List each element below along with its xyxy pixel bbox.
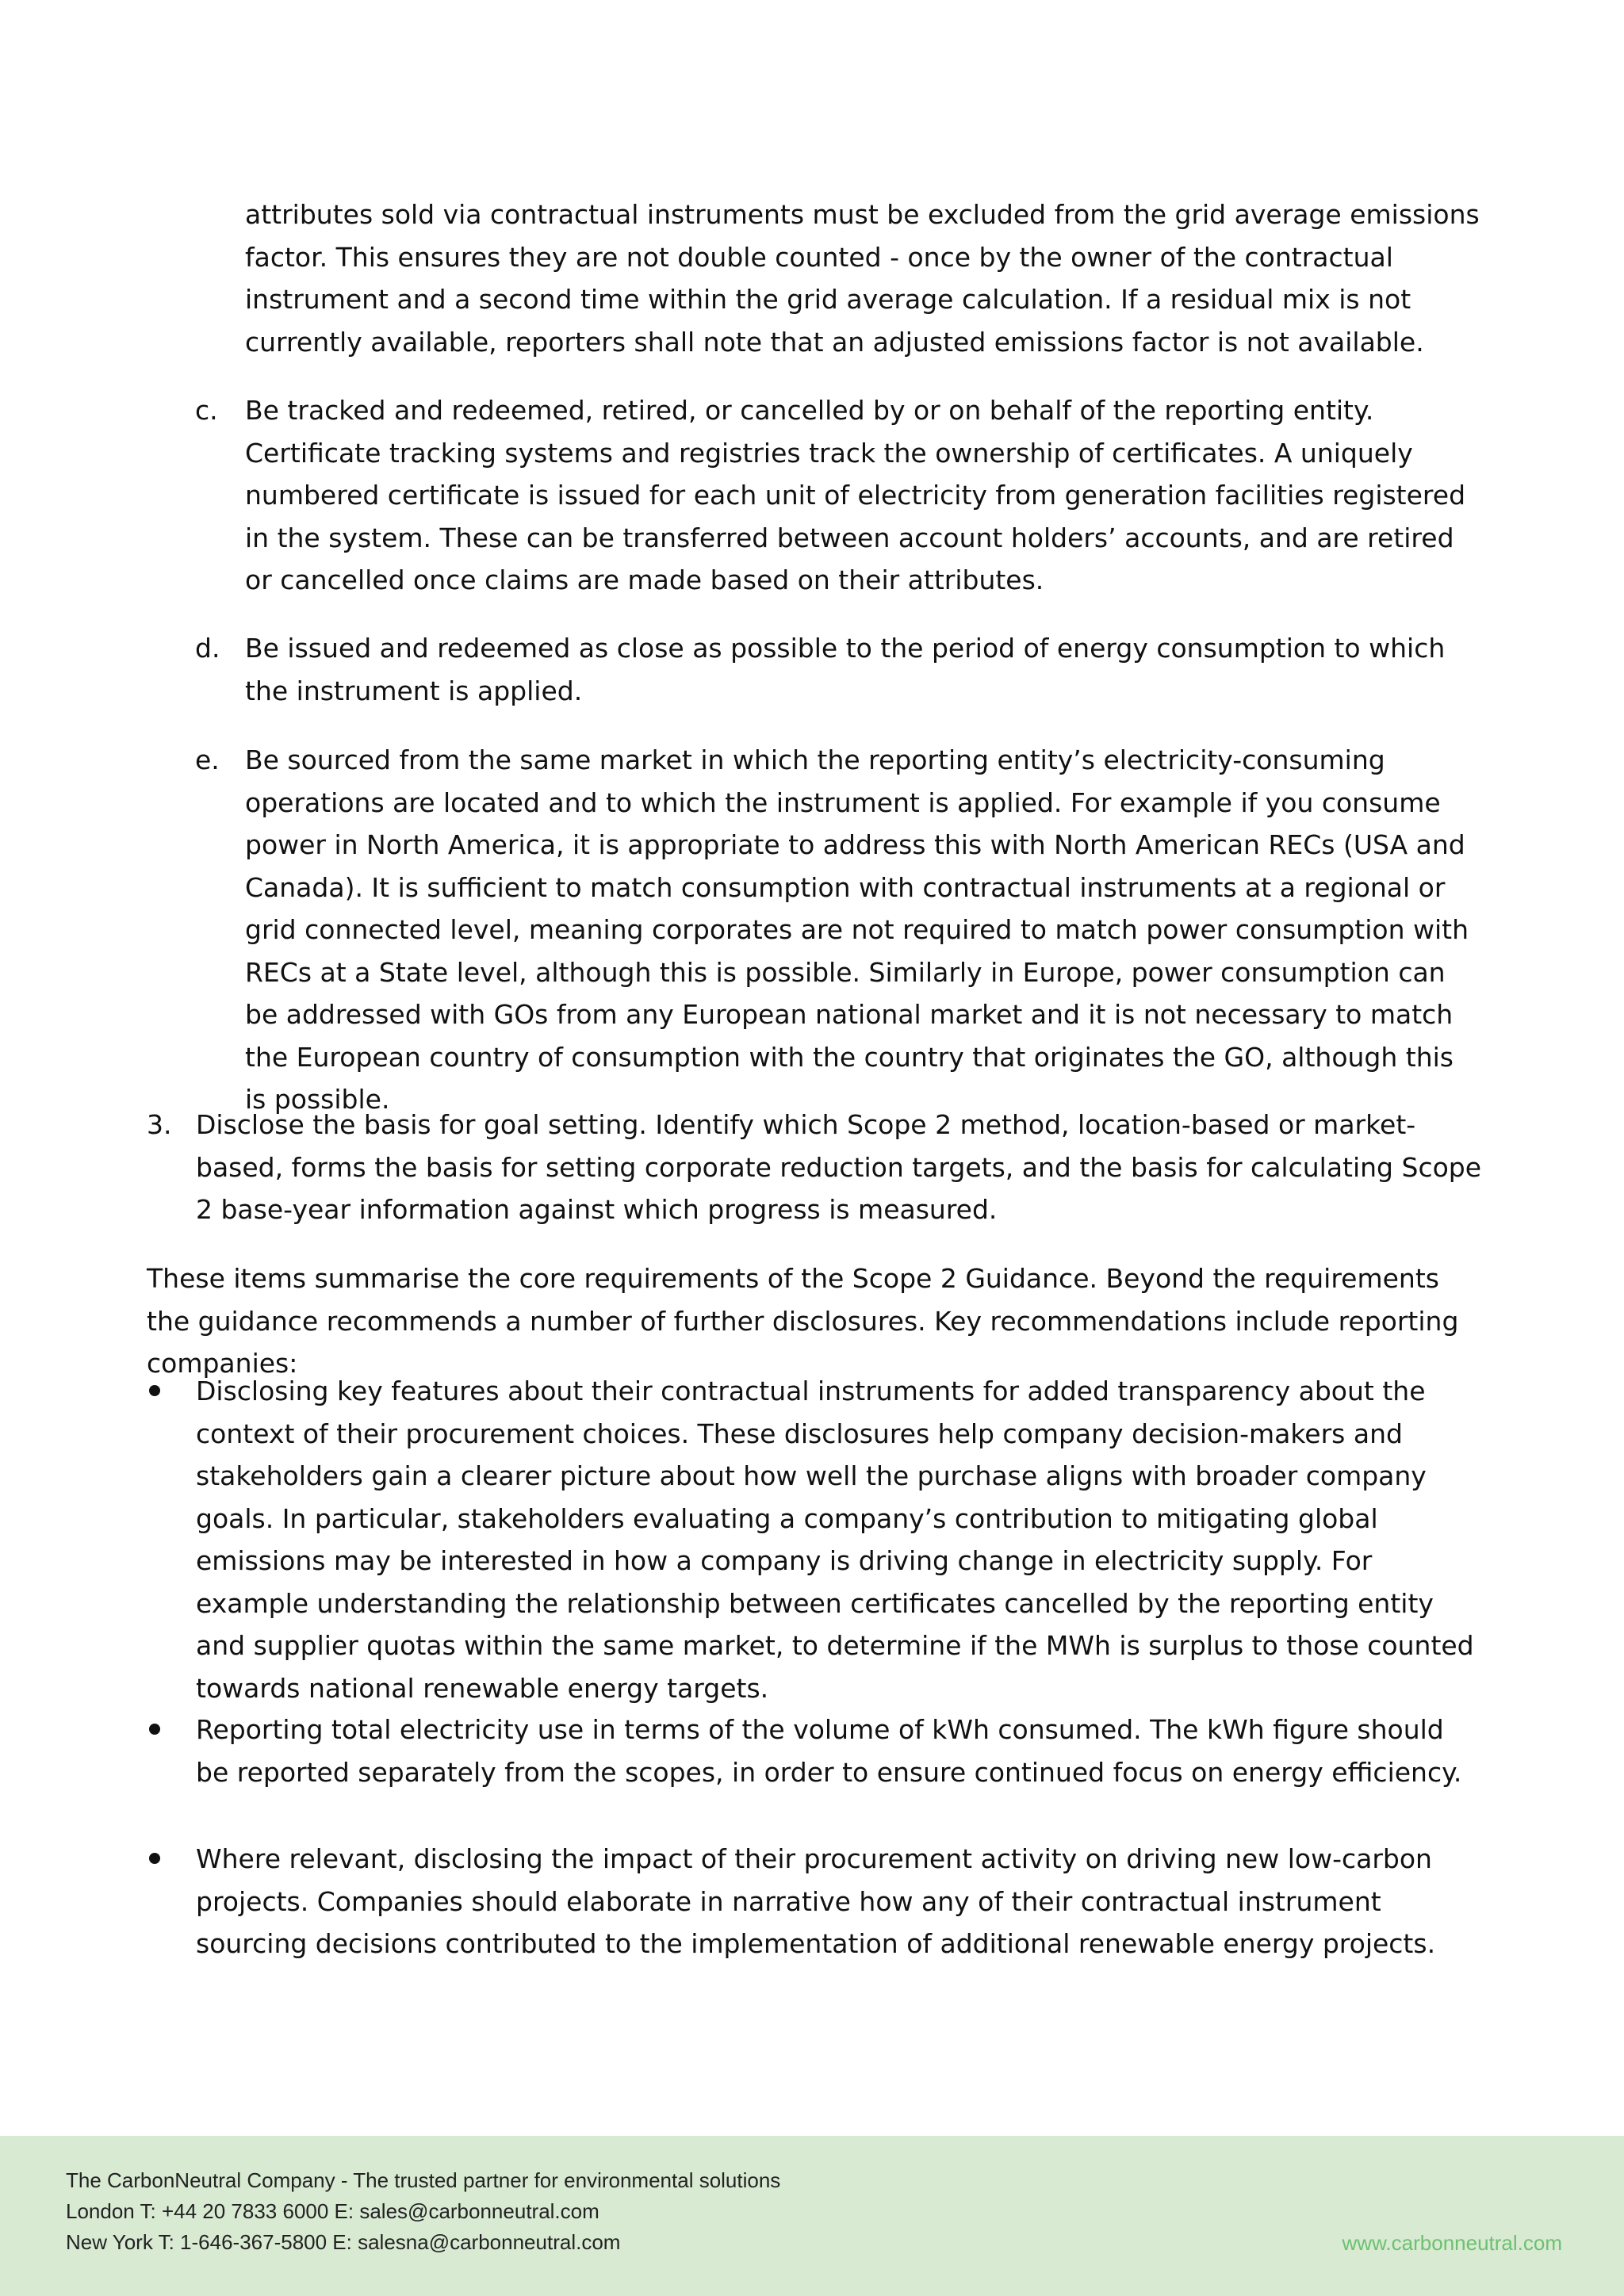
continuation-paragraph: attributes sold via contractual instruments must be excluded from the grid average emissions factor. This ensures they are not double counted - once by the owner of the contractual instrument and a second time within the grid average calculation. If a residual mix is not currently available, reporters shall note that an adjusted emissions factor is not available. [245,199,1480,358]
list-item-c: Be tracked and redeemed, retired, or cancelled by or on behalf of the reporting entity. Certificate tracking systems and registries track the ownership of certificates. A uniquely numbered certificate is issued for each unit of electricity from generation facilities registered in the system. These can be transferred between account holders’ accounts, and are retired or cancelled once claims are made based on their attributes. [245,395,1466,595]
footer-london-contact: London T: +44 20 7833 6000 E: sales@carbonneutral.com [66,2199,599,2223]
page-footer [0,2136,1624,2296]
bullet-icon [149,1724,160,1735]
bullet-item-2: Reporting total electricity use in terms of the volume of kWh consumed. The kWh figure should be reported separately from the scopes, in order to ensure continued focus on energy efficiency. [196,1714,1462,1788]
list-marker-3: 3. [147,1109,172,1140]
bullet-item-1: Disclosing key features about their contractual instruments for added transparency about the context of their procurement choices. These disclosures help company decision-makers and stakeholders gain a clearer picture about how well the purchase aligns with broader company goals. In particular, stakeholders evaluating a company’s contribution to mitigating global emissions may be interested in how a company is driving change in electricity supply. For example understanding the relationship between certificates cancelled by the reporting entity and supplier quotas within the same market, to determine if the MWh is surplus to those counted towards national renewable energy targets. [196,1376,1474,1704]
list-marker-c: c. [195,395,218,426]
list-marker-d: d. [195,633,220,664]
footer-tagline: The CarbonNeutral Company - The trusted partner for environmental solutions [66,2168,781,2192]
numbered-item-3: Disclose the basis for goal setting. Identify which Scope 2 method, location-based or market-based, forms the basis for setting corporate reduction targets, and the basis for calculating Scope 2 base-year information against which progress is measured. [196,1109,1482,1225]
list-marker-e: e. [195,744,220,775]
list-item-d: Be issued and redeemed as close as possible to the period of energy consumption to which the instrument is applied. [245,633,1446,706]
bullet-icon [149,1385,160,1396]
bullet-item-3: Where relevant, disclosing the impact of their procurement activity on driving new low-carbon projects. Companies should elaborate in narrative how any of their contractual instrument sourcing decisions contributed to the implementation of additional renewable energy projects. [196,1843,1436,1959]
bullet-icon [149,1853,160,1864]
footer-newyork-contact: New York T: 1-646-367-5800 E: salesna@carbonneutral.com [66,2230,621,2254]
summary-paragraph: These items summarise the core requirements of the Scope 2 Guidance. Beyond the requirements the guidance recommends a number of further disclosures. Key recommendations include reporting companies: [147,1263,1459,1379]
list-item-e: Be sourced from the same market in which the reporting entity’s electricity-consuming operations are located and to which the instrument is applied. For example if you consume power in North America, it is appropriate to address this with North American RECs (USA and Canada). It is sufficient to match consumption with contractual instruments at a regional or grid connected level, meaning corporates are not required to match power consumption with RECs at a State level, although this is possible. Similarly in Europe, power consumption can be addressed with GOs from any European national market and it is not necessary to match the European country of consumption with the country that originates the GO, although this is possible. [245,744,1469,1115]
footer-website-link[interactable]: www.carbonneutral.com [1342,2231,1562,2255]
